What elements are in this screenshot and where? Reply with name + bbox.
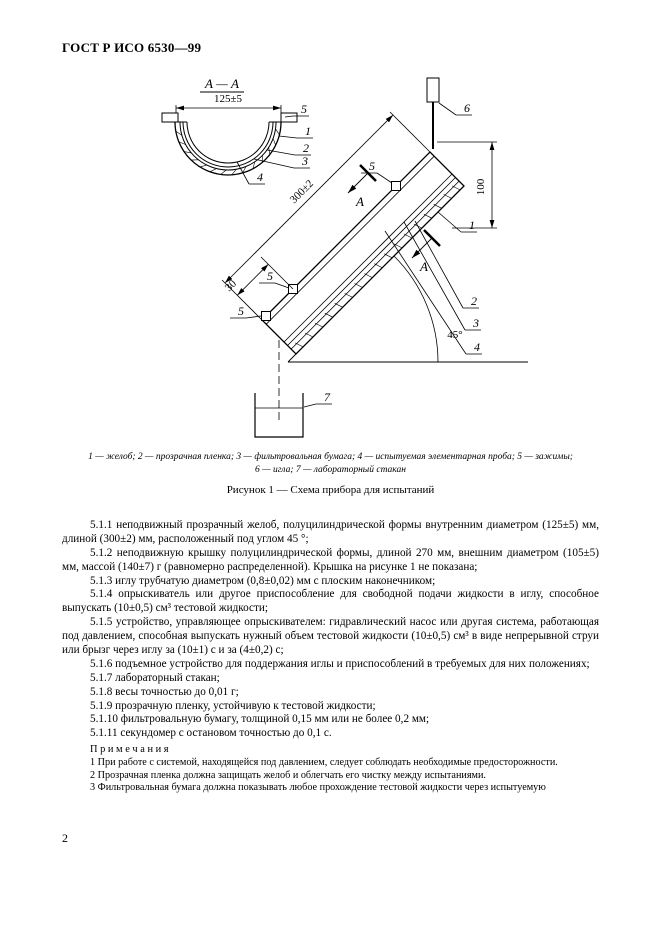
figure-legend-line2: 6 — игла; 7 — лабораторный стакан bbox=[255, 465, 406, 476]
clamp-upper bbox=[392, 182, 401, 191]
part-label-5: 5 bbox=[267, 269, 273, 283]
figure-caption: Рисунок 1 — Схема прибора для испытаний bbox=[226, 484, 435, 496]
needle-holder bbox=[427, 78, 439, 102]
clause-5-1-5: 5.1.5 устройство, управляющее опрыскивателем: гидравлический насос или другая система, работающая под давлением, способная выпускать нужный объем тестовой жидкости (10±0,5) см³ в виде непрерывной струи или брызг через иглу за (10±1) с и за (4±0,2) с; bbox=[62, 616, 599, 657]
clause-5-1-9: 5.1.9 прозрачную пленку, устойчивую к тестовой жидкости; bbox=[90, 699, 376, 712]
clamp-left bbox=[162, 113, 178, 122]
section-view bbox=[162, 76, 313, 184]
clause-5-1-4: 5.1.4 опрыскиватель или другое приспособление для свободной подачи жидкости в иглу, способное выпускать (10±0,5) см³ тестовой жидкости; bbox=[62, 588, 599, 615]
part-label-4: 4 bbox=[474, 340, 480, 354]
part-label-6: 6 bbox=[464, 101, 470, 115]
clause-5-1-8: 5.1.8 весы точностью до 0,01 г; bbox=[90, 685, 239, 698]
dim-length-value: 300±2 bbox=[287, 177, 317, 207]
apparatus-diagram bbox=[0, 58, 661, 450]
part-label-5: 5 bbox=[369, 159, 375, 173]
note-3: 3 Фильтровальная бумага должна показывать любое прохождение тестовой жидкости через испытуемую bbox=[90, 782, 546, 794]
clamp-lower bbox=[262, 312, 271, 321]
dim-height-value: 100 bbox=[475, 178, 487, 196]
part-label-1: 1 bbox=[469, 218, 475, 232]
part-label-7: 7 bbox=[324, 390, 330, 404]
angle-arc bbox=[394, 256, 438, 362]
section-hatching bbox=[176, 129, 280, 175]
part-label-4: 4 bbox=[257, 170, 263, 184]
clause-5-1-10: 5.1.10 фильтровальную бумагу, толщиной 0,15 мм или не более 0,2 мм; bbox=[90, 713, 430, 726]
section-arrow-letter: А bbox=[356, 194, 364, 209]
figure-legend bbox=[40, 451, 621, 478]
dim-diameter-value: 125±5 bbox=[213, 93, 243, 105]
note-1: 1 При работе с системой, находящейся под давлением, следует соблюдать необходимые предосторожности. bbox=[90, 757, 558, 769]
section-arrow-letter: А bbox=[420, 259, 428, 274]
dim-diameter bbox=[176, 93, 281, 120]
part-label-3: 3 bbox=[473, 316, 479, 330]
body-text bbox=[62, 519, 599, 794]
clause-5-1-11: 5.1.11 секундомер с остановом точностью до 0,1 с. bbox=[90, 727, 332, 740]
part-label-5: 5 bbox=[301, 102, 307, 116]
part-label-2: 2 bbox=[471, 294, 477, 308]
clause-5-1-7: 5.1.7 лабораторный стакан; bbox=[90, 671, 220, 684]
dim-offset bbox=[223, 257, 293, 295]
part-label-1: 1 bbox=[305, 124, 311, 138]
clause-5-1-3: 5.1.3 иглу трубчатую диаметром (0,8±0,02) мм с плоским наконечником; bbox=[90, 574, 436, 587]
part-label-3: 3 bbox=[302, 154, 308, 168]
section-arrow-lower bbox=[412, 230, 440, 274]
section-view-title: А — А bbox=[205, 76, 239, 91]
paper-layer-line bbox=[288, 178, 456, 346]
notes-title: П р и м е ч а н и я bbox=[90, 744, 169, 756]
doc-header: ГОСТ Р ИСО 6530—99 bbox=[62, 40, 202, 55]
angle-value: 45° bbox=[447, 329, 463, 341]
note-2: 2 Прозрачная пленка должна защищать желоб и облегчать его чистку между испытаниями. bbox=[90, 769, 486, 781]
clause-5-1-1: 5.1.1 неподвижный прозрачный желоб, полуцилиндрической формы внутренним диаметром (125±5) мм, длиной (300±2) мм, расположенный под углом 45 °; bbox=[62, 519, 599, 545]
figure-legend-line1: 1 — желоб; 2 — прозрачная пленка; 3 — фильтровальная бумага; 4 — испытуемая элементарная проба; 5 — зажимы; bbox=[88, 452, 573, 462]
dim-offset-value: 30 bbox=[222, 277, 240, 295]
needle bbox=[427, 78, 439, 149]
trough-body bbox=[262, 152, 464, 354]
part-label-2: 2 bbox=[303, 141, 309, 155]
clamp-right bbox=[281, 113, 297, 122]
page-number: 2 bbox=[62, 831, 68, 845]
clause-5-1-2: 5.1.2 неподвижную крышку полуцилиндрической формы, длиной 270 мм, внешним диаметром (105±5) мм, массой (140±7) г (равномерно распределенной). Крышка на рисунке 1 не показана; bbox=[62, 546, 599, 573]
part-label-5: 5 bbox=[238, 304, 244, 318]
clause-5-1-6: 5.1.6 подъемное устройство для поддержания иглы и приспособлений в требуемых для них положениях; bbox=[90, 657, 590, 670]
